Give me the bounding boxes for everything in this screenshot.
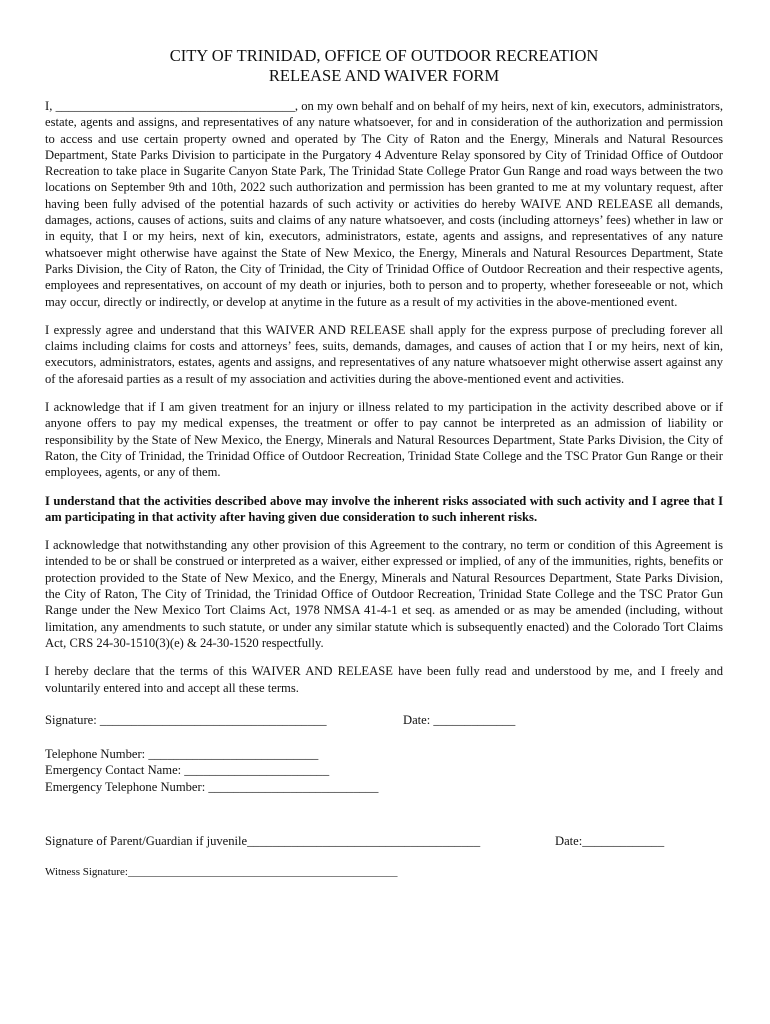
agreement-paragraph: I expressly agree and understand that this WAIVER AND RELEASE shall apply for the express purpose of precluding forever all claims including claims for costs and attorneys’ fees, suits, demands, damages, and causes of action that I or my heirs, next of kin, executors, administrators, estates, agents and assigns, and representatives of any nature whatsoever might otherwise assert against any of the aforesaid parties as a result of my association and activities during the above-mentioned event and activities. bbox=[45, 322, 723, 386]
form-title bbox=[45, 46, 723, 86]
waiver-form bbox=[45, 46, 723, 879]
guardian-date-field[interactable]: Date:_____________ bbox=[555, 833, 665, 848]
emergency-contact-field[interactable]: Emergency Contact Name: _______________________ bbox=[45, 763, 330, 778]
inherent-risk-paragraph: I understand that the activities described above may involve the inherent risks associated with such activity and I agree that I am participating in that activity after having given due consideration to such inherent risks. bbox=[45, 493, 723, 524]
signature-row bbox=[45, 712, 723, 728]
emergency-phone-field[interactable]: Emergency Telephone Number: ___________________________ bbox=[45, 779, 379, 794]
guardian-row bbox=[45, 833, 723, 849]
telephone-field[interactable]: Telephone Number: ___________________________ bbox=[45, 747, 319, 762]
title-line-2: RELEASE AND WAIVER FORM bbox=[268, 66, 500, 85]
treatment-paragraph: I acknowledge that if I am given treatment for an injury or illness related to my participation in the activity described above or if anyone offers to pay my medical expenses, the treatment or offer to pay cannot be interpreted as an admission of liability or responsibility by the State of New Mexico, the Energy, Minerals and Natural Resources Department, State Parks Division, the City of Raton, the City of Trinidad, the Trinidad Office of Outdoor Recreation, Trinidad State College and the TSC Prator Gun Range or their employees, agents, or any of them. bbox=[45, 400, 723, 480]
title-line-1: CITY OF TRINIDAD, OFFICE OF OUTDOOR RECREATION bbox=[169, 46, 599, 65]
signature-date-field[interactable]: Date: _____________ bbox=[403, 712, 516, 727]
guardian-signature-field[interactable]: Signature of Parent/Guardian if juvenile_____________________________________ bbox=[45, 833, 481, 848]
contact-block bbox=[45, 746, 723, 795]
tort-claims-paragraph: I acknowledge that notwithstanding any other provision of this Agreement to the contrary, no term or condition of this Agreement is intended to be or shall be construed or interpreted as a waiver, either expressed or implied, of any of the immunities, rights, benefits or protection provided to the State of New Mexico, and the Energy, Minerals and Natural Resources Department, State Parks Division, the City of Raton, The City of Trinidad, the Trinidad Office of Outdoor Recreation, Trinidad State College and the TSC Prator Gun Range under the New Mexico Tort Claims Act, 1978 NMSA 41-4-1 et seq. as amended or as may be amended (including, without limitation, any amendments to such statute, or under any similar statute which is subsequently enacted) and the Colorado Tort Claims Act, CRS 24-30-1510(3)(e) & 24-30-1520 respectfully. bbox=[45, 538, 723, 650]
declaration-paragraph: I hereby declare that the terms of this WAIVER AND RELEASE have been fully read and understood by me, and I freely and voluntarily entered into and accept all these terms. bbox=[45, 664, 723, 695]
release-paragraph: I, ______________________________________, on my own behalf and on behalf of my heirs, next of kin, executors, administrators, estate, agents and assigns, and representatives of any nature whatsoever, for and in consideration of the authorization and permission to access and use certain property owned and operated by The City of Raton and the Energy, Minerals and Natural Resources Department, State Parks Division to participate in the Purgatory 4 Adventure Relay sponsored by City of Trinidad Office of Outdoor Recreation to take place in Sugarite Canyon State Park, The Trinidad State College Prator Gun Range and road ways between the two locations on September 9th and 10th, 2022 such authorization and permission has been granted to me at my voluntary request, after having been fully advised of the potential hazards of such activity or activities do hereby WAIVE AND RELEASE all demands, damages, actions, causes of actions, suits and claims of any nature whatsoever, and costs (including attorneys’ fees) whether in law or in equity, that I or my heirs, next of kin, executors, administrators, estate, agents and assigns, and representatives of any nature whatsoever might otherwise have against the State of New Mexico, the Energy, Minerals and Natural Resources Department, State Parks Division, the City of Raton, the City of Trinidad, the City of Trinidad Office of Outdoor Recreation and their respective agents, employees and representatives, on account of my death or injuries, both to person and to property, whether foreseeable or not, which may occur, directly or indirectly, or develop at anytime in the future as a result of my activities in the above-mentioned event. bbox=[45, 99, 723, 309]
signature-field[interactable]: Signature: ____________________________________ bbox=[45, 712, 327, 727]
witness-signature-field[interactable]: Witness Signature:_________________________________________________ bbox=[45, 866, 398, 879]
